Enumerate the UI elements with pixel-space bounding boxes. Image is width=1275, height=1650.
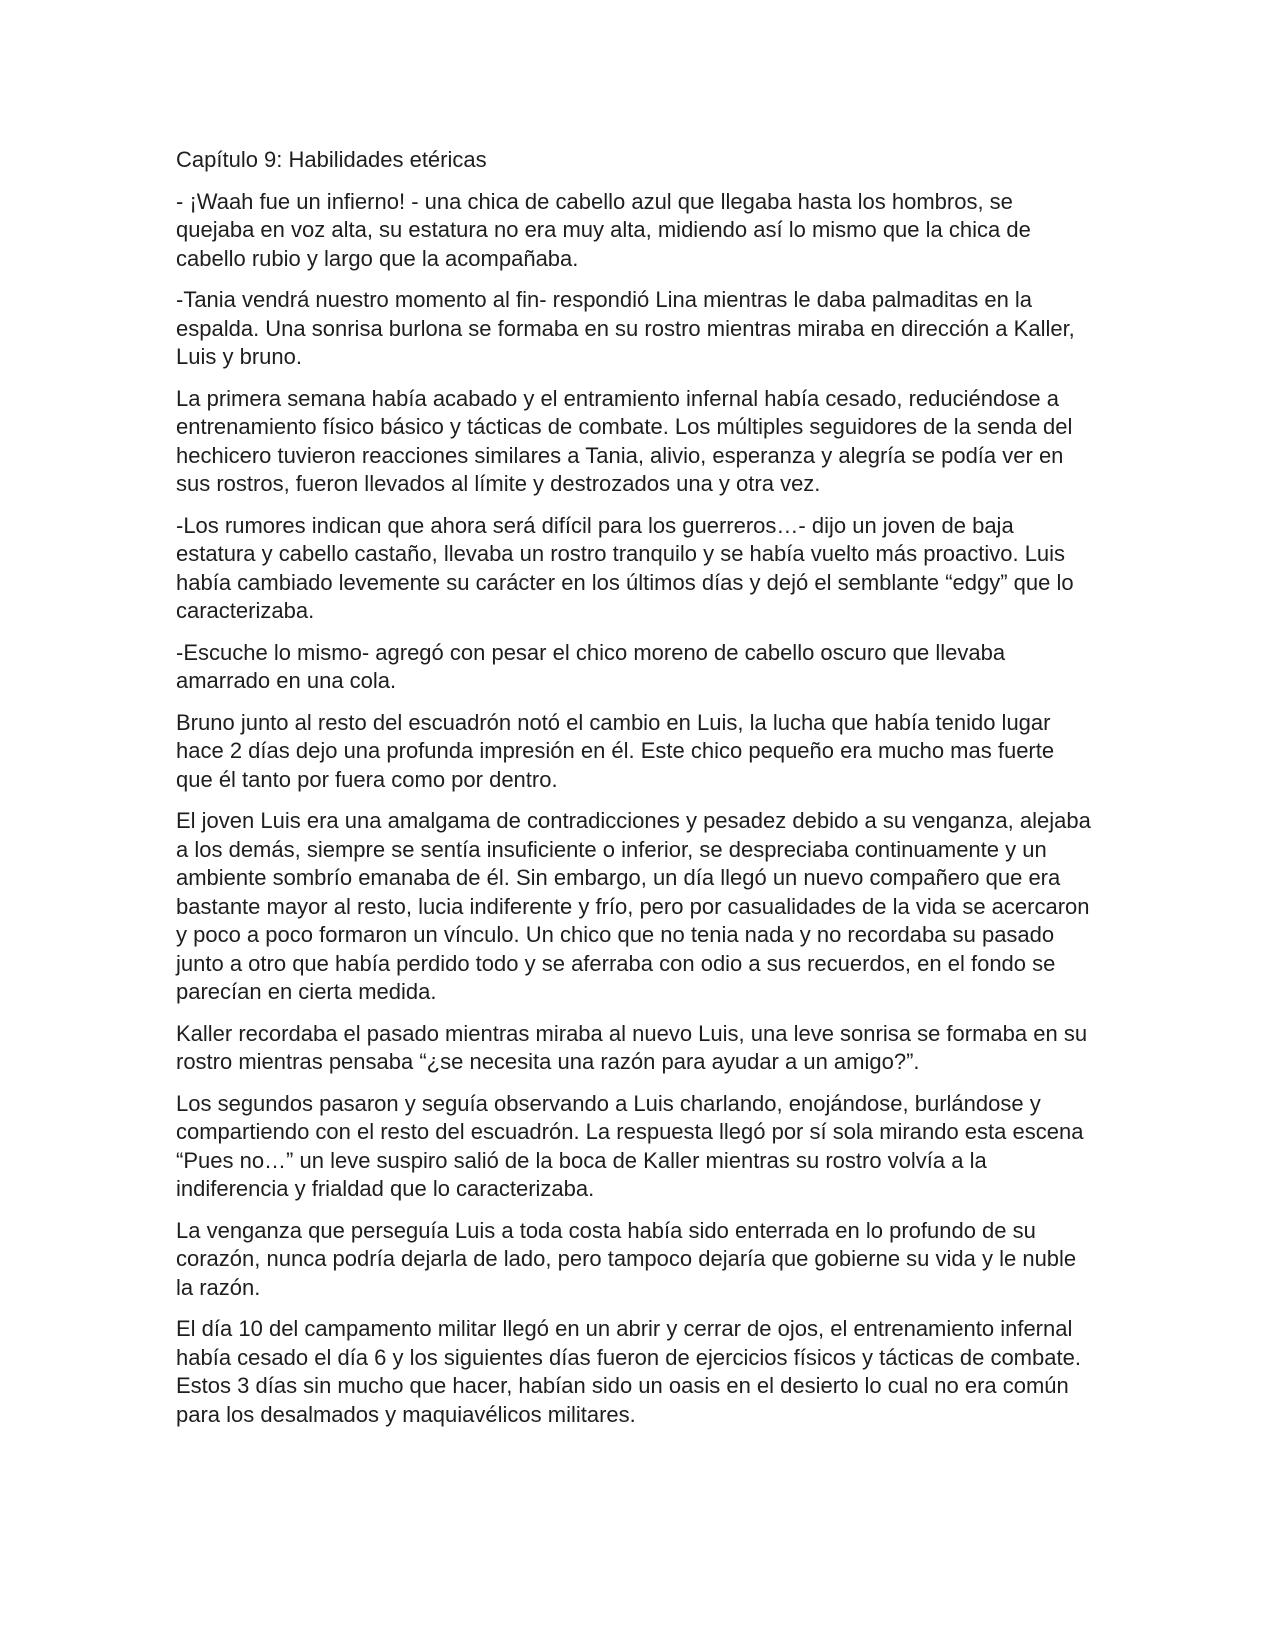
paragraph-3: La primera semana había acabado y el entramiento infernal había cesado, reduciéndose a entrenamiento físico básico y tácticas de combate. Los múltiples seguidores de la senda del hechicero tuvieron reacciones similares a Tania, alivio, esperanza y alegría se podía ver en sus rostros, fueron llevados al límite y destrozados una y otra vez. bbox=[176, 385, 1073, 496]
document-body bbox=[176, 146, 1096, 1442]
paragraph-11: El día 10 del campamento militar llegó en un abrir y cerrar de ojos, el entrenamiento infernal había cesado el día 6 y los siguientes días fueron de ejercicios físicos y tácticas de combate. Estos 3 días sin mucho que hacer, habían sido un oasis en el desierto lo cual no era común para los desalmados y maquiavélicos militares. bbox=[176, 1316, 1081, 1427]
paragraph-1: - ¡Waah fue un infierno! - una chica de cabello azul que llegaba hasta los hombros, se quejaba en voz alta, su estatura no era muy alta, midiendo así lo mismo que la chica de cabello rubio y largo que la acompañaba. bbox=[176, 188, 1031, 271]
paragraph-5: -Escuche lo mismo- agregó con pesar el chico moreno de cabello oscuro que llevaba amarrado en una cola. bbox=[176, 639, 1006, 693]
paragraph-2: -Tania vendrá nuestro momento al fin- respondió Lina mientras le daba palmaditas en la espalda. Una sonrisa burlona se formaba en su rostro mientras miraba en dirección a Kaller, Luis y bruno. bbox=[176, 287, 1075, 369]
paragraph-9: Los segundos pasaron y seguía observando a Luis charlando, enojándose, burlándose y compartiendo con el resto del escuadrón. La respuesta llegó por sí sola mirando esta escena “Pues no…” un leve suspiro salió de la boca de Kaller mientras su rostro volvía a la indiferencia y frialdad que lo caracterizaba. bbox=[176, 1090, 1084, 1201]
paragraph-8: Kaller recordaba el pasado mientras miraba al nuevo Luis, una leve sonrisa se formaba en su rostro mientras pensaba “¿se necesita una razón para ayudar a un amigo?”. bbox=[176, 1020, 1088, 1074]
paragraph-6: Bruno junto al resto del escuadrón notó el cambio en Luis, la lucha que había tenido lugar hace 2 días dejo una profunda impresión en él. Este chico pequeño era mucho mas fuerte que él tanto por fuera como por dentro. bbox=[176, 709, 1055, 792]
paragraph-10: La venganza que perseguía Luis a toda costa había sido enterrada en lo profundo de su corazón, nunca podría dejarla de lado, pero tampoco dejaría que gobierne su vida y le nuble la razón. bbox=[176, 1217, 1077, 1300]
paragraph-7: El joven Luis era una amalgama de contradicciones y pesadez debido a su venganza, alejaba a los demás, siempre se sentía insuficiente o inferior, se despreciaba continuamente y un ambiente sombrío emanaba de él. Sin embargo, un día llegó un nuevo compañero que era bastante mayor al resto, lucia indiferente y frío, pero por casualidades de la vida se acercaron y poco a poco formaron un vínculo. Un chico que no tenia nada y no recordaba su pasado junto a otro que había perdido todo y se aferraba con odio a sus recuerdos, en el fondo se parecían en cierta medida. bbox=[176, 808, 1091, 1004]
paragraph-4: -Los rumores indican que ahora será difícil para los guerreros…- dijo un joven de baja estatura y cabello castaño, llevaba un rostro tranquilo y se había vuelto más proactivo. Luis había cambiado levemente su carácter en los últimos días y dejó el semblante “edgy” que lo caracterizaba. bbox=[176, 512, 1074, 623]
chapter-title: Capítulo 9: Habilidades etéricas bbox=[176, 147, 487, 172]
